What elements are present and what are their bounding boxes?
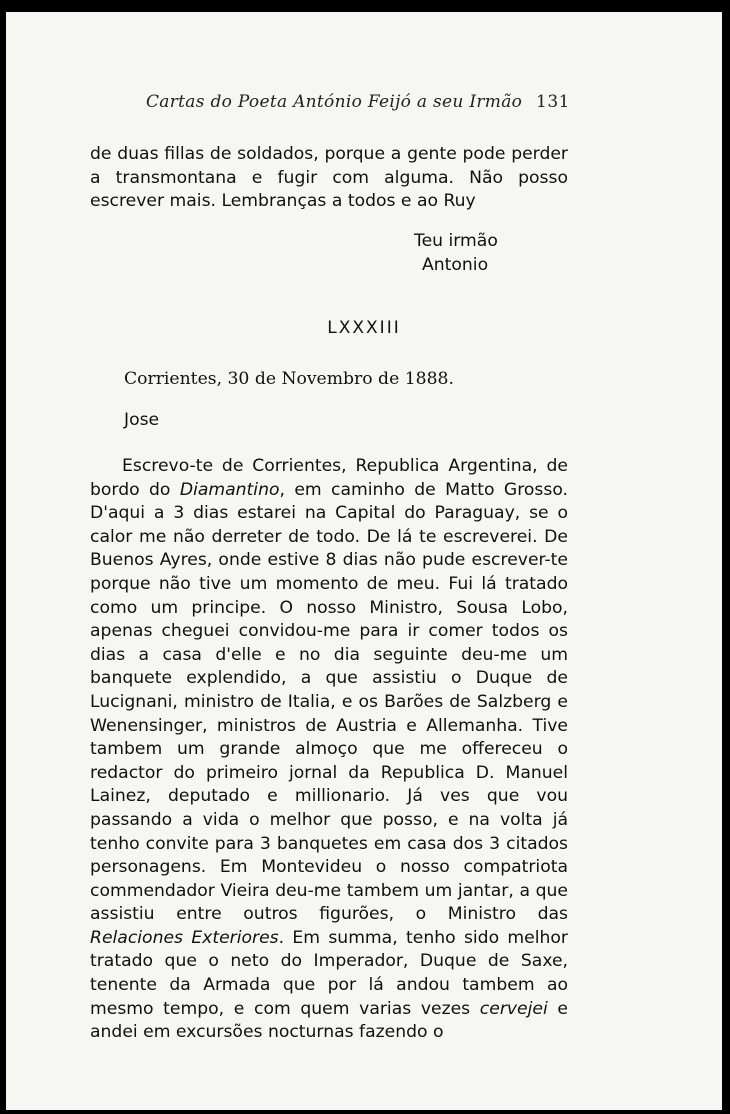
body-text-segment: . Em summa, tenho sido melhor tratado que o neto do Imperador, Duque de Saxe, tenente da Armada que por lá andou tambem ao mesmo tempo, e com quem varias vezes <box>90 927 568 1019</box>
letter-dateline: Corrientes, 30 de Novembro de 1888. <box>124 369 454 389</box>
signature-name: Antonio <box>422 255 489 275</box>
body-text-segment: , em caminho de Matto Grosso. D'aqui a 3 dias estarei na Capital do Paraguay, se o calor me não derreter de todo. De lá te escreverei. De Buenos Ayres, onde estive 8 dias não pude escrever-te porque não tive um momento de meu. Fui lá tratado como um principe. O nosso Ministro, Sousa Lobo, apenas cheguei convidou-me para ir comer todos os dias a casa d'elle e no dia seguinte deu-me um banquete explendido, a que assistiu o Duque de Lucignani, ministro de Italia, e os Barões de Salzberg e Wenensinger, ministros de Austria e Allemanha. Tive tambem um grande almoço que me offereceu o redactor do primeiro jornal da Republica D. Manuel Lainez, deputado e millionario. Já ves que vou passando a vida o melhor que posso, e na volta já tenho convite para 3 banquetes em casa dos 3 citados personagens. Em Montevideu o nosso compatriota commendador Vieira deu-me tambem um jantar, a que assistiu entre outros figurões, o Ministro das <box>90 479 568 925</box>
body-text-segment: e andei em excursões nocturnas fazendo o <box>90 998 568 1043</box>
italic-word: cervejei <box>479 998 548 1019</box>
letter-number: LXXXIII <box>327 318 401 338</box>
page-number: 131 <box>536 92 570 112</box>
running-title: Cartas do Poeta António Feijó a seu Irmão <box>146 92 523 112</box>
ship-name: Diamantino <box>179 479 280 500</box>
letter-salutation: Jose <box>124 410 160 430</box>
letter-body-paragraph <box>90 455 568 1045</box>
ministry-name: Relaciones Exteriores <box>90 927 279 948</box>
letter-closing <box>414 229 498 277</box>
closing-line: Teu irmão <box>414 231 498 251</box>
continuation-paragraph: de duas fillas de soldados, porque a gente pode perder a transmontana e fugir com alguma. Não posso escrever mais. Lembranças a todos e ao Ruy <box>90 144 568 211</box>
page-header <box>6 92 722 118</box>
book-page <box>6 12 722 1110</box>
body-text-segment: Escrevo-te de Corrientes, Republica Argentina, de bordo do <box>90 456 568 500</box>
